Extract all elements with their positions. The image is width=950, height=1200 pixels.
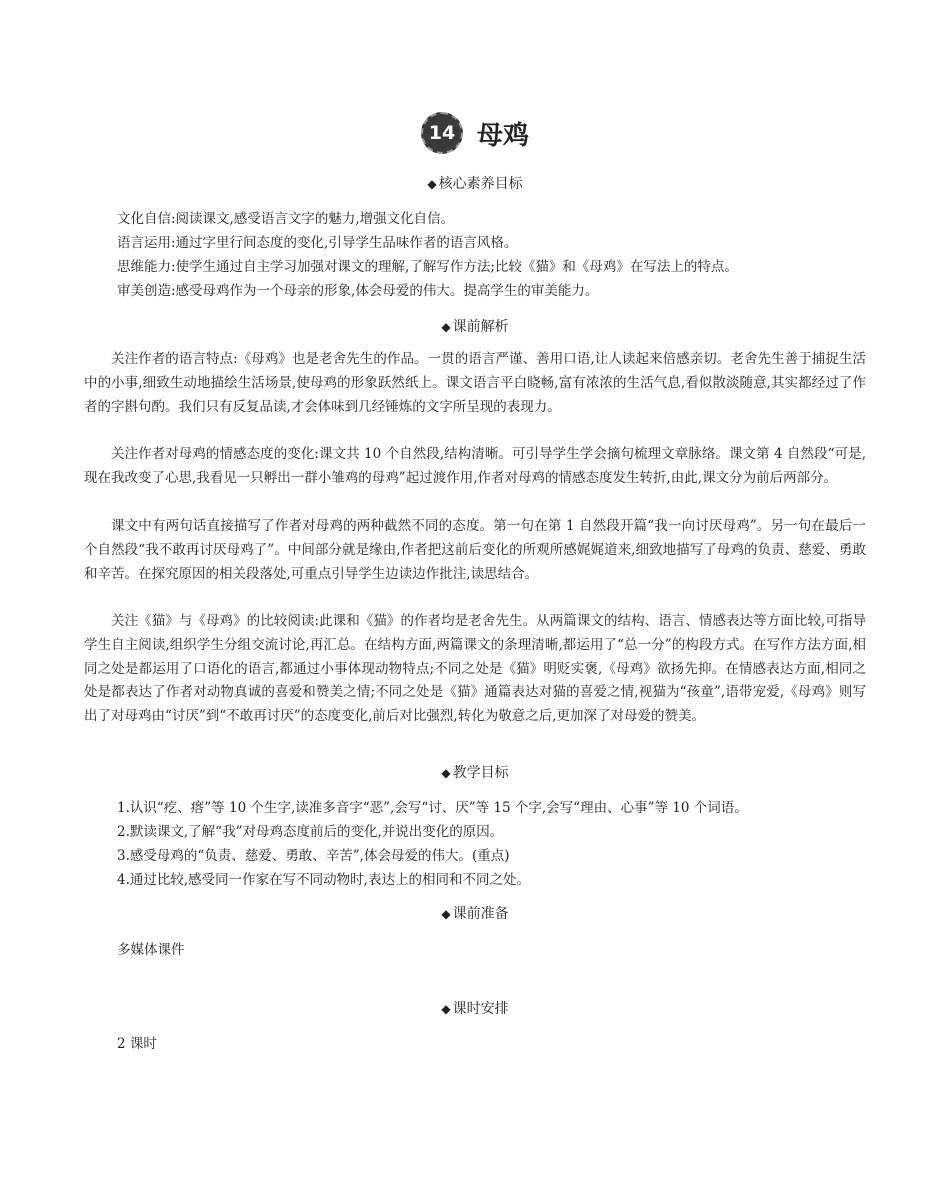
section-heading-text: 教学目标: [452, 765, 509, 781]
schedule-text: 2 课时: [117, 1036, 157, 1052]
section-heading-text: 课时安排: [452, 1001, 509, 1017]
section-heading-schedule: [0, 998, 950, 1018]
core-goal-item: 思维能力:使学生通过自主学习加强对课文的理解,了解写作方法;比较《猫》和《母鸡》在写法上的特点。: [117, 259, 738, 275]
diamond-bullet-icon: ◆: [427, 177, 437, 191]
analysis-paragraph: 关注《猫》与《母鸡》的比较阅读:此课和《猫》的作者均是老舍先生。从两篇课文的结构、语言、情感表达等方面比较,可指导学生自主阅读,组织学生分组交流讨论,再汇总。在结构方面,两篇课文的条理清晰,都运用了“总一分”的构段方式。在写作方法方面,相同之处是都运用了口语化的语言,都通过小事体现动物特点;不同之处是《猫》明贬实褒,《母鸡》欲扬先抑。在情感表达方面,相同之处是都表达了作者对动物真诚的喜爱和赞美之情;不同之处是《猫》通篇表达对猫的喜爱之情,视猫为“孩童”,语带宠爱,《母鸡》则写出了对母鸡由“讨厌”到“不敢再讨厌”的态度变化,前后对比强烈,转化为敬意之后,更加深了对母爱的赞美。: [84, 613, 866, 725]
section-heading-text: 核心素养目标: [438, 176, 523, 192]
diamond-bullet-icon: ◆: [441, 766, 451, 780]
preparation-text: 多媒体课件: [117, 942, 185, 958]
section-heading-core-goals: [0, 173, 950, 193]
core-goal-item: 审美创造:感受母鸡作为一个母亲的形象,体会母爱的伟大。提高学生的审美能力。: [117, 283, 599, 299]
teaching-goal-item: 3.感受母鸡的“负责、慈爱、勇敢、辛苦”,体会母爱的伟大。(重点): [117, 848, 510, 864]
section-heading-teaching-goals: [0, 762, 950, 782]
core-goal-item: 文化自信:阅读课文,感受语言文字的魅力,增强文化自信。: [117, 211, 455, 227]
teaching-goal-item: 4.通过比较,感受同一作家在写不同动物时,表达上的相同和不同之处。: [117, 872, 530, 888]
section-heading-pre-analysis: [0, 316, 950, 336]
section-heading-text: 课前准备: [452, 906, 509, 922]
diamond-bullet-icon: ◆: [441, 1002, 451, 1016]
analysis-paragraph: 课文中有两句话直接描写了作者对母鸡的两种截然不同的态度。第一句在第 1 自然段开篇“我一向讨厌母鸡”。另一句在最后一个自然段“我不敢再讨厌母鸡了”。中间部分就是缘由,作者把这前后变化的所观所感娓娓道来,细致地描写了母鸡的负责、慈爱、勇敢和辛苦。在探究原因的相关段落处,可重点引导学生边读边作批注,读思结合。: [84, 518, 866, 582]
diamond-bullet-icon: ◆: [441, 320, 451, 334]
section-heading-text: 课前解析: [452, 319, 509, 335]
teaching-goal-item: 2.默读课文,了解“我”对母鸡态度前后的变化,并说出变化的原因。: [117, 824, 504, 840]
lesson-title: 母鸡: [476, 120, 529, 151]
section-heading-preparation: [0, 903, 950, 923]
core-goal-item: 语言运用:通过字里行间态度的变化,引导学生品味作者的语言风格。: [117, 235, 518, 251]
lesson-header: [0, 112, 950, 154]
analysis-paragraph: 关注作者的语言特点:《母鸡》也是老舍先生的作品。一贯的语言严谨、善用口语,让人读起来倍感亲切。老舍先生善于捕捉生活中的小事,细致生动地描绘生活场景,使母鸡的形象跃然纸上。课文语言平白晓畅,富有浓浓的生活气息,看似散淡随意,其实都经过了作者的字斟句酌。我们只有反复品读,才会体味到几经锤炼的文字所呈现的表现力。: [84, 351, 866, 415]
diamond-bullet-icon: ◆: [441, 907, 451, 921]
lesson-number-badge: [421, 112, 463, 154]
teaching-goal-item: 1.认识“疙、瘩”等 10 个生字,读准多音字“恶”,会写“讨、厌”等 15 个字,会写“理由、心事”等 10 个词语。: [117, 800, 748, 816]
analysis-paragraph: 关注作者对母鸡的情感态度的变化:课文共 10 个自然段,结构清晰。可引导学生学会摘句梳理文章脉络。课文第 4 自然段“可是,现在我改变了心思,我看见一只孵出一群小雏鸡的母鸡”起过渡作用,作者对母鸡的情感态度发生转折,由此,课文分为前后两部分。: [84, 446, 866, 486]
lesson-number: 14: [428, 122, 456, 144]
